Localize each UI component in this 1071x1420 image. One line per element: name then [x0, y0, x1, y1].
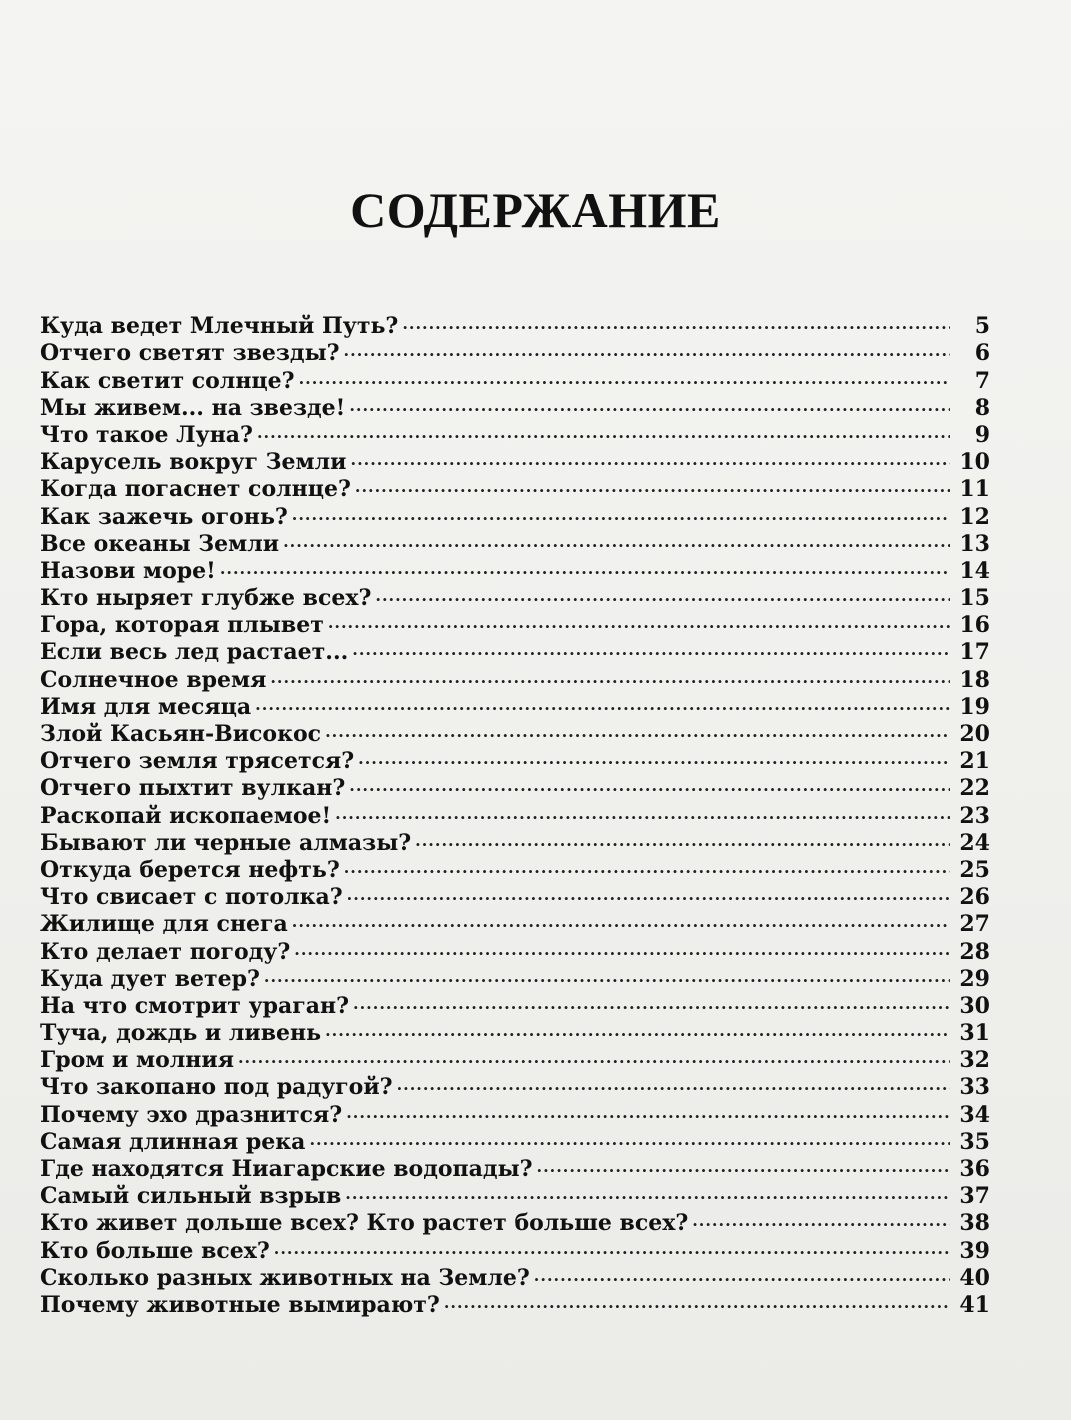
dot-leader: [349, 768, 950, 795]
toc-entry-title: Все океаны Земли: [40, 530, 280, 557]
toc-entry-page-number: 10: [959, 449, 990, 476]
toc-entry-page-number: 37: [959, 1183, 990, 1210]
toc-entry-page-number: 7: [974, 367, 990, 394]
toc-entry-page-number: 15: [959, 585, 990, 612]
toc-entry-title: Куда ведет Млечный Путь?: [40, 313, 399, 340]
table-of-contents: [40, 306, 990, 1318]
toc-entry-page-number: 36: [959, 1156, 990, 1182]
toc-entry-title: Раскопай ископаемое!: [40, 802, 332, 829]
toc-entry-title: Если весь лед растает...: [40, 639, 349, 666]
toc-entry-page-number: 39: [959, 1237, 990, 1264]
toc-entry-page-number: 12: [959, 503, 990, 530]
dot-leader: [355, 469, 950, 496]
toc-entry-title: Кто делает погоду?: [40, 938, 291, 965]
dot-leader: [325, 714, 950, 741]
toc-entry-title: Почему эхо дразнится?: [40, 1101, 343, 1128]
dot-leader: [294, 931, 950, 958]
toc-entry-page-number: 19: [959, 693, 990, 720]
toc-entry-title: Жилище для снега: [40, 911, 288, 938]
toc-entry-title: Кто ныряет глубже всех?: [40, 585, 372, 612]
toc-entry-page-number: 33: [959, 1074, 990, 1101]
page-title: СОДЕРЖАНИЕ: [350, 182, 721, 238]
toc-entry-page-number: 22: [959, 775, 990, 802]
dot-leader: [345, 1176, 950, 1203]
dot-leader: [264, 959, 950, 986]
toc-entry-page-number: 18: [959, 666, 990, 693]
dot-leader: [299, 360, 950, 387]
dot-leader: [255, 687, 950, 714]
toc-entry-page-number: 24: [959, 829, 990, 856]
toc-entry-page-number: 21: [959, 748, 990, 775]
dot-leader: [257, 415, 950, 442]
toc-entry-page-number: 9: [974, 421, 990, 448]
dot-leader: [238, 1040, 950, 1067]
toc-entry-page-number: 32: [959, 1047, 990, 1074]
toc-entry-title: Туча, дождь и ливень: [40, 1020, 322, 1047]
dot-leader: [292, 496, 950, 523]
toc-entry-page-number: 20: [959, 721, 990, 747]
dot-leader: [344, 333, 950, 360]
toc-entry-title: Карусель вокруг Земли: [40, 449, 347, 476]
dot-leader: [220, 551, 950, 578]
dot-leader: [444, 1285, 950, 1312]
toc-entry-title: Отчего земля трясется?: [40, 748, 355, 775]
toc-entry-title: Как светит солнце?: [40, 367, 295, 394]
dot-leader: [292, 904, 950, 931]
dot-leader: [274, 1230, 950, 1257]
dot-leader: [309, 1122, 950, 1149]
toc-entry-title: Куда дует ветер?: [40, 965, 260, 992]
dot-leader: [349, 388, 950, 415]
toc-entry-page-number: 17: [959, 639, 990, 666]
toc-entry-title: Когда погаснет солнце?: [40, 476, 351, 503]
dot-leader: [352, 632, 950, 659]
toc-entry-title: Имя для месяца: [40, 693, 252, 720]
toc-entry-page-number: 13: [959, 530, 990, 557]
toc-entry-page-number: 16: [959, 612, 990, 639]
toc-entry-title: Отчего светят звезды?: [40, 340, 340, 367]
toc-entry-title: Самая длинная река: [40, 1128, 306, 1155]
toc-entry-title: Гром и молния: [40, 1047, 234, 1074]
toc-entry-page-number: 5: [974, 313, 990, 340]
dot-leader: [415, 823, 950, 850]
toc-entry-title: Солнечное время: [40, 666, 267, 693]
toc-entry-title: Что такое Луна?: [40, 421, 253, 448]
dot-leader: [283, 524, 950, 551]
toc-entry-title: На что смотрит ураган?: [40, 992, 350, 1019]
toc-entry-page-number: 29: [959, 965, 990, 992]
dot-leader: [347, 877, 950, 904]
toc-entry-page-number: 40: [959, 1264, 990, 1291]
toc-entry-title: Назови море!: [40, 557, 216, 584]
toc-entry-title: Мы живем... на звезде!: [40, 394, 346, 421]
toc-entry-title: Что закопано под радугой?: [40, 1074, 393, 1101]
toc-entry-page-number: 11: [959, 476, 990, 503]
dot-leader: [402, 306, 950, 333]
toc-entry-page-number: 14: [959, 557, 990, 584]
dot-leader: [328, 605, 950, 632]
dot-leader: [351, 442, 951, 469]
toc-entry-title: Самый сильный взрыв: [40, 1183, 342, 1210]
toc-entry-page-number: 35: [959, 1128, 990, 1155]
toc-entry-title: Бывают ли черные алмазы?: [40, 829, 412, 856]
dot-leader: [537, 1149, 950, 1176]
dot-leader: [358, 741, 950, 768]
toc-entry-title: Что свисает с потолка?: [40, 884, 343, 911]
toc-entry-page-number: 23: [959, 802, 990, 829]
toc-entry-title: Где находятся Ниагарские водопады?: [40, 1156, 533, 1182]
dot-leader: [325, 1013, 950, 1040]
toc-entry-title: Кто живет дольше всех? Кто растет больше всех?: [40, 1210, 689, 1237]
dot-leader: [346, 1094, 950, 1121]
toc-entry-page-number: 28: [959, 938, 990, 965]
dot-leader: [270, 659, 950, 686]
toc-entry-page-number: 31: [959, 1020, 990, 1047]
toc-entry-title: Сколько разных животных на Земле?: [40, 1264, 530, 1291]
dot-leader: [335, 795, 950, 822]
toc-entry-title: Гора, которая плывет: [40, 612, 324, 639]
toc-entry-page-number: 41: [959, 1291, 990, 1318]
dot-leader: [692, 1203, 950, 1230]
dot-leader: [353, 986, 950, 1013]
toc-entry-title: Злой Касьян-Високос: [40, 721, 322, 747]
toc-entry-title: Кто больше всех?: [40, 1237, 270, 1264]
toc-entry-page-number: 26: [959, 884, 990, 911]
toc-entry-page-number: 8: [974, 394, 990, 421]
toc-entry: [40, 306, 990, 340]
toc-entry-page-number: 27: [959, 911, 990, 938]
dot-leader: [397, 1067, 950, 1094]
toc-entry-title: Откуда берется нефть?: [40, 856, 340, 883]
toc-entry-page-number: 30: [959, 992, 990, 1019]
toc-entry-page-number: 25: [959, 856, 990, 883]
toc-entry-page-number: 6: [974, 340, 990, 367]
dot-leader: [534, 1258, 950, 1285]
dot-leader: [375, 578, 950, 605]
toc-entry-title: Отчего пыхтит вулкан?: [40, 775, 346, 802]
toc-entry-page-number: 34: [959, 1101, 990, 1128]
toc-entry-title: Почему животные вымирают?: [40, 1291, 440, 1318]
dot-leader: [344, 850, 950, 877]
toc-entry-page-number: 38: [959, 1210, 990, 1237]
toc-entry-title: Как зажечь огонь?: [40, 503, 288, 530]
